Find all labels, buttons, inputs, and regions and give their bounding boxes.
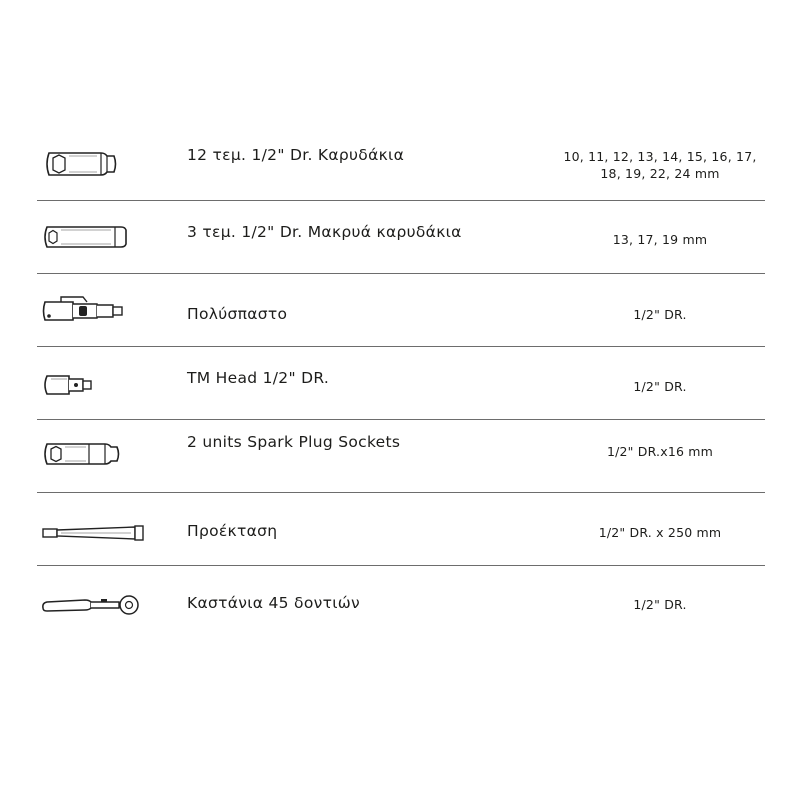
item-spec — [535, 378, 785, 395]
spec-line: 1/2" DR. — [633, 307, 687, 322]
item-spec — [535, 148, 785, 182]
item-spec — [535, 306, 785, 323]
item-name: Πολύσπαστο — [187, 305, 288, 323]
list-item — [37, 201, 765, 274]
spark-plug-socket-icon — [39, 434, 129, 474]
item-name: TM Head 1/2" DR. — [187, 369, 330, 387]
item-name: 12 τεμ. 1/2" Dr. Καρυδάκια — [187, 146, 405, 164]
spec-line: 13, 17, 19 mm — [612, 232, 708, 247]
list-item — [37, 274, 765, 347]
spec-line: 18, 19, 22, 24 mm — [600, 166, 720, 181]
spec-line: 1/2" DR. — [633, 379, 687, 394]
list-item — [37, 566, 765, 638]
tool-set-contents-list — [37, 128, 765, 638]
list-item — [37, 420, 765, 493]
item-name: Καστάνια 45 δοντιών — [187, 594, 360, 612]
universal-joint-icon — [39, 290, 129, 330]
list-item — [37, 128, 765, 201]
extension-bar-icon — [39, 512, 129, 552]
list-item — [37, 493, 765, 566]
spec-line: 10, 11, 12, 13, 14, 15, 16, 17, — [563, 149, 757, 164]
item-spec — [535, 596, 785, 613]
item-spec — [535, 524, 785, 541]
list-item — [37, 347, 765, 420]
item-name: 3 τεμ. 1/2" Dr. Μακρυά καρυδάκια — [187, 223, 462, 241]
item-name: Προέκταση — [187, 522, 278, 540]
item-spec — [535, 231, 785, 248]
item-name: 2 units Spark Plug Sockets — [187, 433, 401, 451]
spec-line: 1/2" DR. — [633, 597, 687, 612]
deep-socket-icon — [39, 217, 129, 257]
ratchet-icon — [39, 584, 129, 624]
item-spec — [535, 443, 785, 460]
spec-line: 1/2" DR. x 250 mm — [598, 525, 722, 540]
socket-icon — [39, 144, 129, 184]
spec-line: 1/2" DR.x16 mm — [606, 444, 714, 459]
tm-head-icon — [39, 365, 129, 405]
